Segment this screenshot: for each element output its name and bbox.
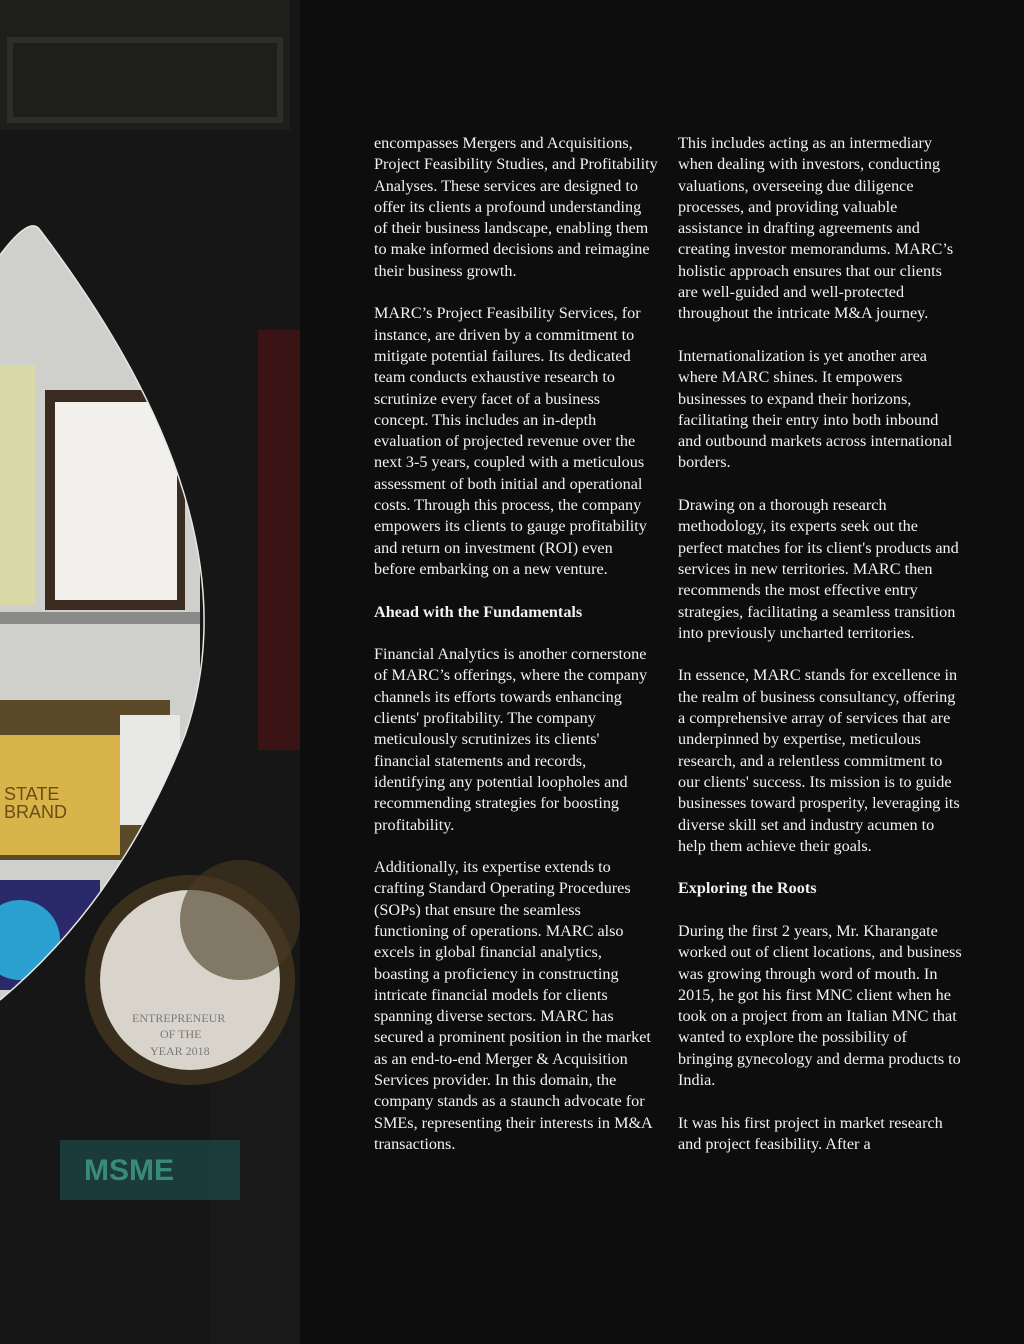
photo-illustration (0, 0, 300, 1344)
svg-text:YEAR 2018: YEAR 2018 (150, 1044, 210, 1058)
left-text-column (374, 133, 658, 1177)
left-paragraph-1: encompasses Mergers and Acquisitions, Project Feasibility Studies, and Profitability Analyses. These services are designed to offer its clients a profound understanding of their business landscape, enabling them to make informed decisions and reimagine their business growth. (374, 134, 658, 280)
section-heading-roots: Exploring the Roots (678, 879, 817, 898)
right-text-column (678, 133, 962, 1177)
svg-text:ENTREPRENEUR: ENTREPRENEUR (132, 1011, 226, 1025)
awards-shelf-photo (0, 0, 300, 1344)
right-paragraph-1: This includes acting as an intermediary when dealing with investors, conducting valuations, overseeing due diligence processes, and providing valuable assistance in drafting agreements and creating investor memorandums. MARC’s holistic approach ensures that our clients are well-guided and well-protected throughout the intricate M&A journey. (678, 134, 954, 323)
svg-text:MSME: MSME (84, 1154, 174, 1187)
left-paragraph-2: MARC’s Project Feasibility Services, for instance, are driven by a commitment to mitigate potential failures. Its dedicated team conducts exhaustive research to scrutinize every facet of a business concept. This includes an in-depth evaluation of projected revenue over the next 3-5 years, coupled with a meticulous assessment of both initial and operational costs. Through this process, the company empowers its clients to gauge profitability and return on investment (ROI) even before embarking on a new venture. (374, 304, 647, 578)
right-paragraph-3: Drawing on a thorough research methodology, its experts seek out the perfect matches for its client's products and services in new territories. MARC then recommends the most effective entry strategies, facilitating a seamless transition into previously uncharted territories. (678, 496, 959, 642)
brand-award-text: STATE (4, 784, 60, 804)
right-paragraph-5: During the first 2 years, Mr. Kharangate worked out of client locations, and business was growing through word of mouth. In 2015, he got his first MNC client when he took on a project from an Italian MNC that wanted to explore the possibility of bringing gynecology and derma products to India. (678, 921, 962, 1090)
section-heading-fundamentals: Ahead with the Fundamentals (374, 602, 583, 621)
left-paragraph-3: Financial Analytics is another cornerstone of MARC’s offerings, where the company channels its efforts towards enhancing clients' profitability. The company meticulously scrutinizes its clients' financial statements and records, identifying any potential loopholes and recommending strategies for boosting profitability. (374, 645, 648, 834)
svg-text:OF THE: OF THE (160, 1027, 202, 1041)
right-paragraph-4: In essence, MARC stands for excellence in the realm of business consultancy, offering a comprehensive array of services that are underpinned by expertise, meticulous research, and a relentless commitment to our clients' success. Its mission is to guide businesses toward prosperity, leveraging its diverse skill set and industry acumen to help them achieve their goals. (678, 666, 960, 855)
svg-text:BRAND: BRAND (4, 802, 68, 822)
right-paragraph-2: Internationalization is yet another area where MARC shines. It empowers businesses to expand their horizons, facilitating their entry into both inbound and outbound markets across international borders. (678, 346, 953, 472)
right-paragraph-6: It was his first project in market research and project feasibility. After a (678, 1113, 943, 1153)
left-paragraph-4: Additionally, its expertise extends to crafting Standard Operating Procedures (SOPs) that ensure the seamless functioning of operations. MARC also excels in global financial analytics, boasting a proficiency in constructing intricate financial models for clients spanning diverse sectors. MARC has secured a prominent position in the market as an end-to-end Merger & Acquisition Services provider. In this domain, the company stands as a staunch advocate for SMEs, representing their interests in M&A transactions. (374, 858, 652, 1153)
